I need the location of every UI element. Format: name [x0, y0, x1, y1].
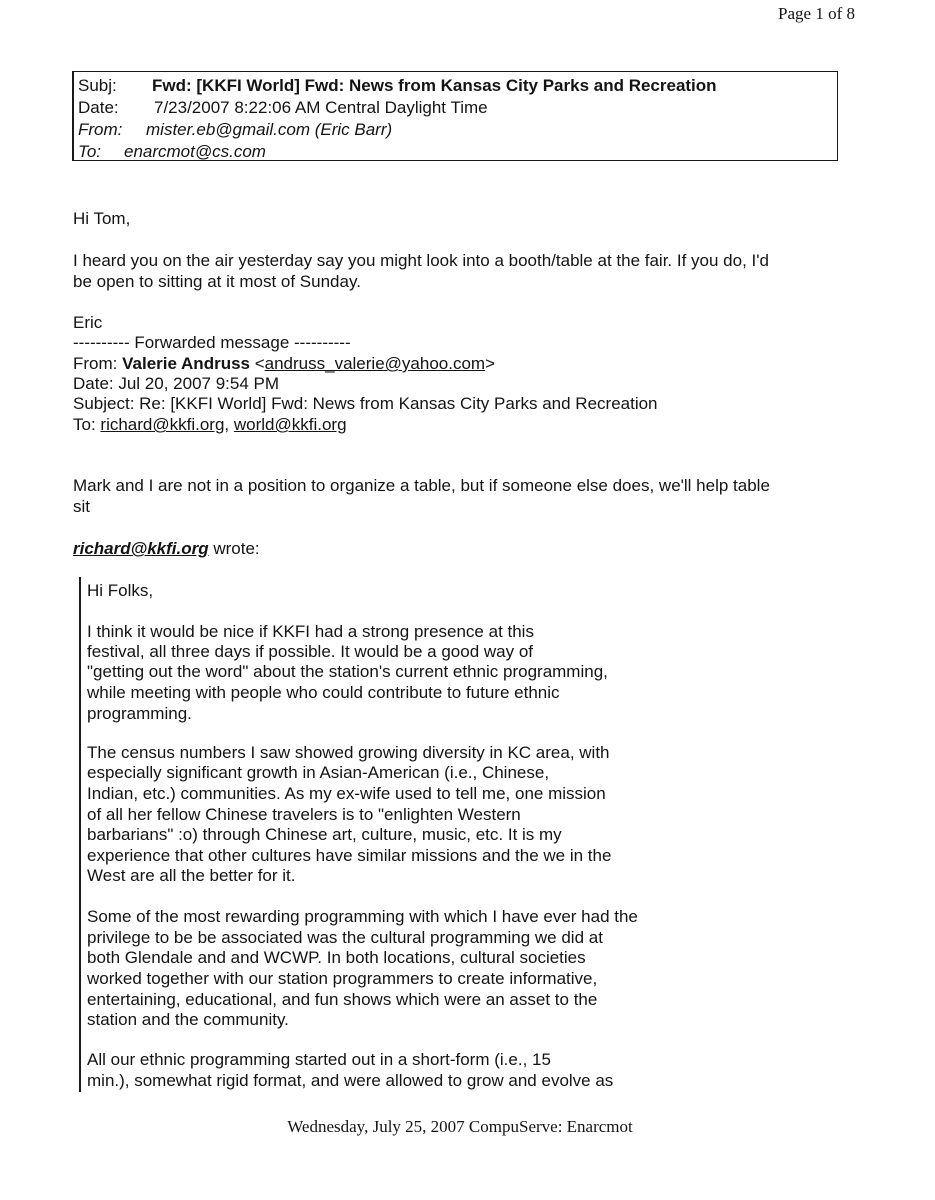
quoted-line: min.), somewhat rigid format, and were allowed to grow and evolve as: [87, 1071, 614, 1090]
quoted-line: Some of the most rewarding programming with which I have ever had the: [87, 907, 638, 926]
quoted-line: especially significant growth in Asian-American (i.e., Chinese,: [87, 763, 550, 782]
quoted-line: "getting out the word" about the station's current ethnic programming,: [87, 662, 608, 681]
forwarded-from-label: From:: [73, 354, 123, 373]
quoted-line: barbarians" :o) through Chinese art, culture, music, etc. It is my: [87, 825, 562, 844]
to-row: [78, 142, 266, 162]
forwarded-to-email-link-2[interactable]: world@kkfi.org: [233, 415, 347, 434]
reply-paragraph-line: Mark and I are not in a position to organize a table, but if someone else does, we'll help table: [73, 476, 770, 495]
date-label: Date:: [78, 98, 119, 117]
wrote-email-link[interactable]: richard@kkfi.org: [73, 539, 209, 558]
forwarded-date: Date: Jul 20, 2007 9:54 PM: [73, 374, 280, 393]
subject-value: Fwd: [KKFI World] Fwd: News from Kansas City Parks and Recreation: [152, 76, 717, 95]
to-value: enarcmot@cs.com: [124, 142, 266, 161]
quoted-line: festival, all three days if possible. It would be a good way of: [87, 642, 534, 661]
quoted-line: All our ethnic programming started out in a short-form (i.e., 15: [87, 1050, 551, 1069]
quoted-line: Indian, etc.) communities. As my ex-wife used to tell me, one mission: [87, 784, 606, 803]
print-footer: Wednesday, July 25, 2007 CompuServe: Enarcmot: [287, 1117, 633, 1136]
quoted-line: worked together with our station programmers to create informative,: [87, 969, 598, 988]
subject-label: Subj:: [78, 76, 117, 95]
forwarded-to-email-link-1[interactable]: richard@kkfi.org: [100, 415, 225, 434]
date-value: 7/23/2007 8:22:06 AM Central Daylight Time: [154, 98, 488, 117]
email-header-box: [72, 71, 838, 161]
forwarded-from-open: <: [249, 354, 265, 373]
subject-row: [78, 76, 717, 96]
from-value: mister.eb@gmail.com (Eric Barr): [146, 120, 393, 139]
quoted-line: while meeting with people who could contribute to future ethnic: [87, 683, 560, 702]
to-label: To:: [78, 142, 102, 161]
signoff: Eric: [73, 313, 103, 332]
page-number: Page 1 of 8: [778, 4, 855, 23]
quoted-line: privilege to be be associated was the cultural programming we did at: [87, 928, 603, 947]
forwarded-from-email-link[interactable]: andruss_valerie@yahoo.com: [264, 354, 486, 373]
quoted-line: I think it would be nice if KKFI had a strong presence at this: [87, 622, 534, 641]
date-row: [78, 98, 488, 118]
body-paragraph-line: I heard you on the air yesterday say you might look into a booth/table at the fair. If you do, I'd: [73, 251, 769, 270]
quote-bar: [79, 577, 81, 1092]
forwarded-divider: ---------- Forwarded message ----------: [73, 333, 351, 352]
quoted-line: both Glendale and and WCWP. In both locations, cultural societies: [87, 948, 586, 967]
quoted-line: entertaining, educational, and fun shows which were an asset to the: [87, 990, 598, 1009]
forwarded-to: [73, 415, 347, 435]
wrote-text: wrote:: [208, 539, 260, 558]
forwarded-subject: Subject: Re: [KKFI World] Fwd: News from Kansas City Parks and Recreation: [73, 394, 658, 413]
greeting: Hi Tom,: [73, 209, 131, 228]
forwarded-to-separator: ,: [224, 415, 234, 434]
forwarded-to-label: To:: [73, 415, 101, 434]
body-paragraph-line: be open to sitting at it most of Sunday.: [73, 272, 361, 291]
from-row: [78, 120, 393, 140]
reply-paragraph-line: sit: [73, 497, 90, 516]
quoted-line: experience that other cultures have similar missions and the we in the: [87, 846, 612, 865]
quoted-greeting: Hi Folks,: [87, 581, 154, 600]
quoted-line: of all her fellow Chinese travelers is to "enlighten Western: [87, 805, 521, 824]
from-label: From:: [78, 120, 123, 139]
forwarded-from-name: Valerie Andruss: [122, 354, 250, 373]
quoted-line: programming.: [87, 704, 192, 723]
quoted-line: West are all the better for it.: [87, 866, 296, 885]
quoted-line: station and the community.: [87, 1010, 289, 1029]
quoted-line: The census numbers I saw showed growing diversity in KC area, with: [87, 743, 610, 762]
forwarded-from-close: >: [485, 354, 496, 373]
wrote-line: [73, 539, 260, 559]
forwarded-from: [73, 354, 495, 374]
